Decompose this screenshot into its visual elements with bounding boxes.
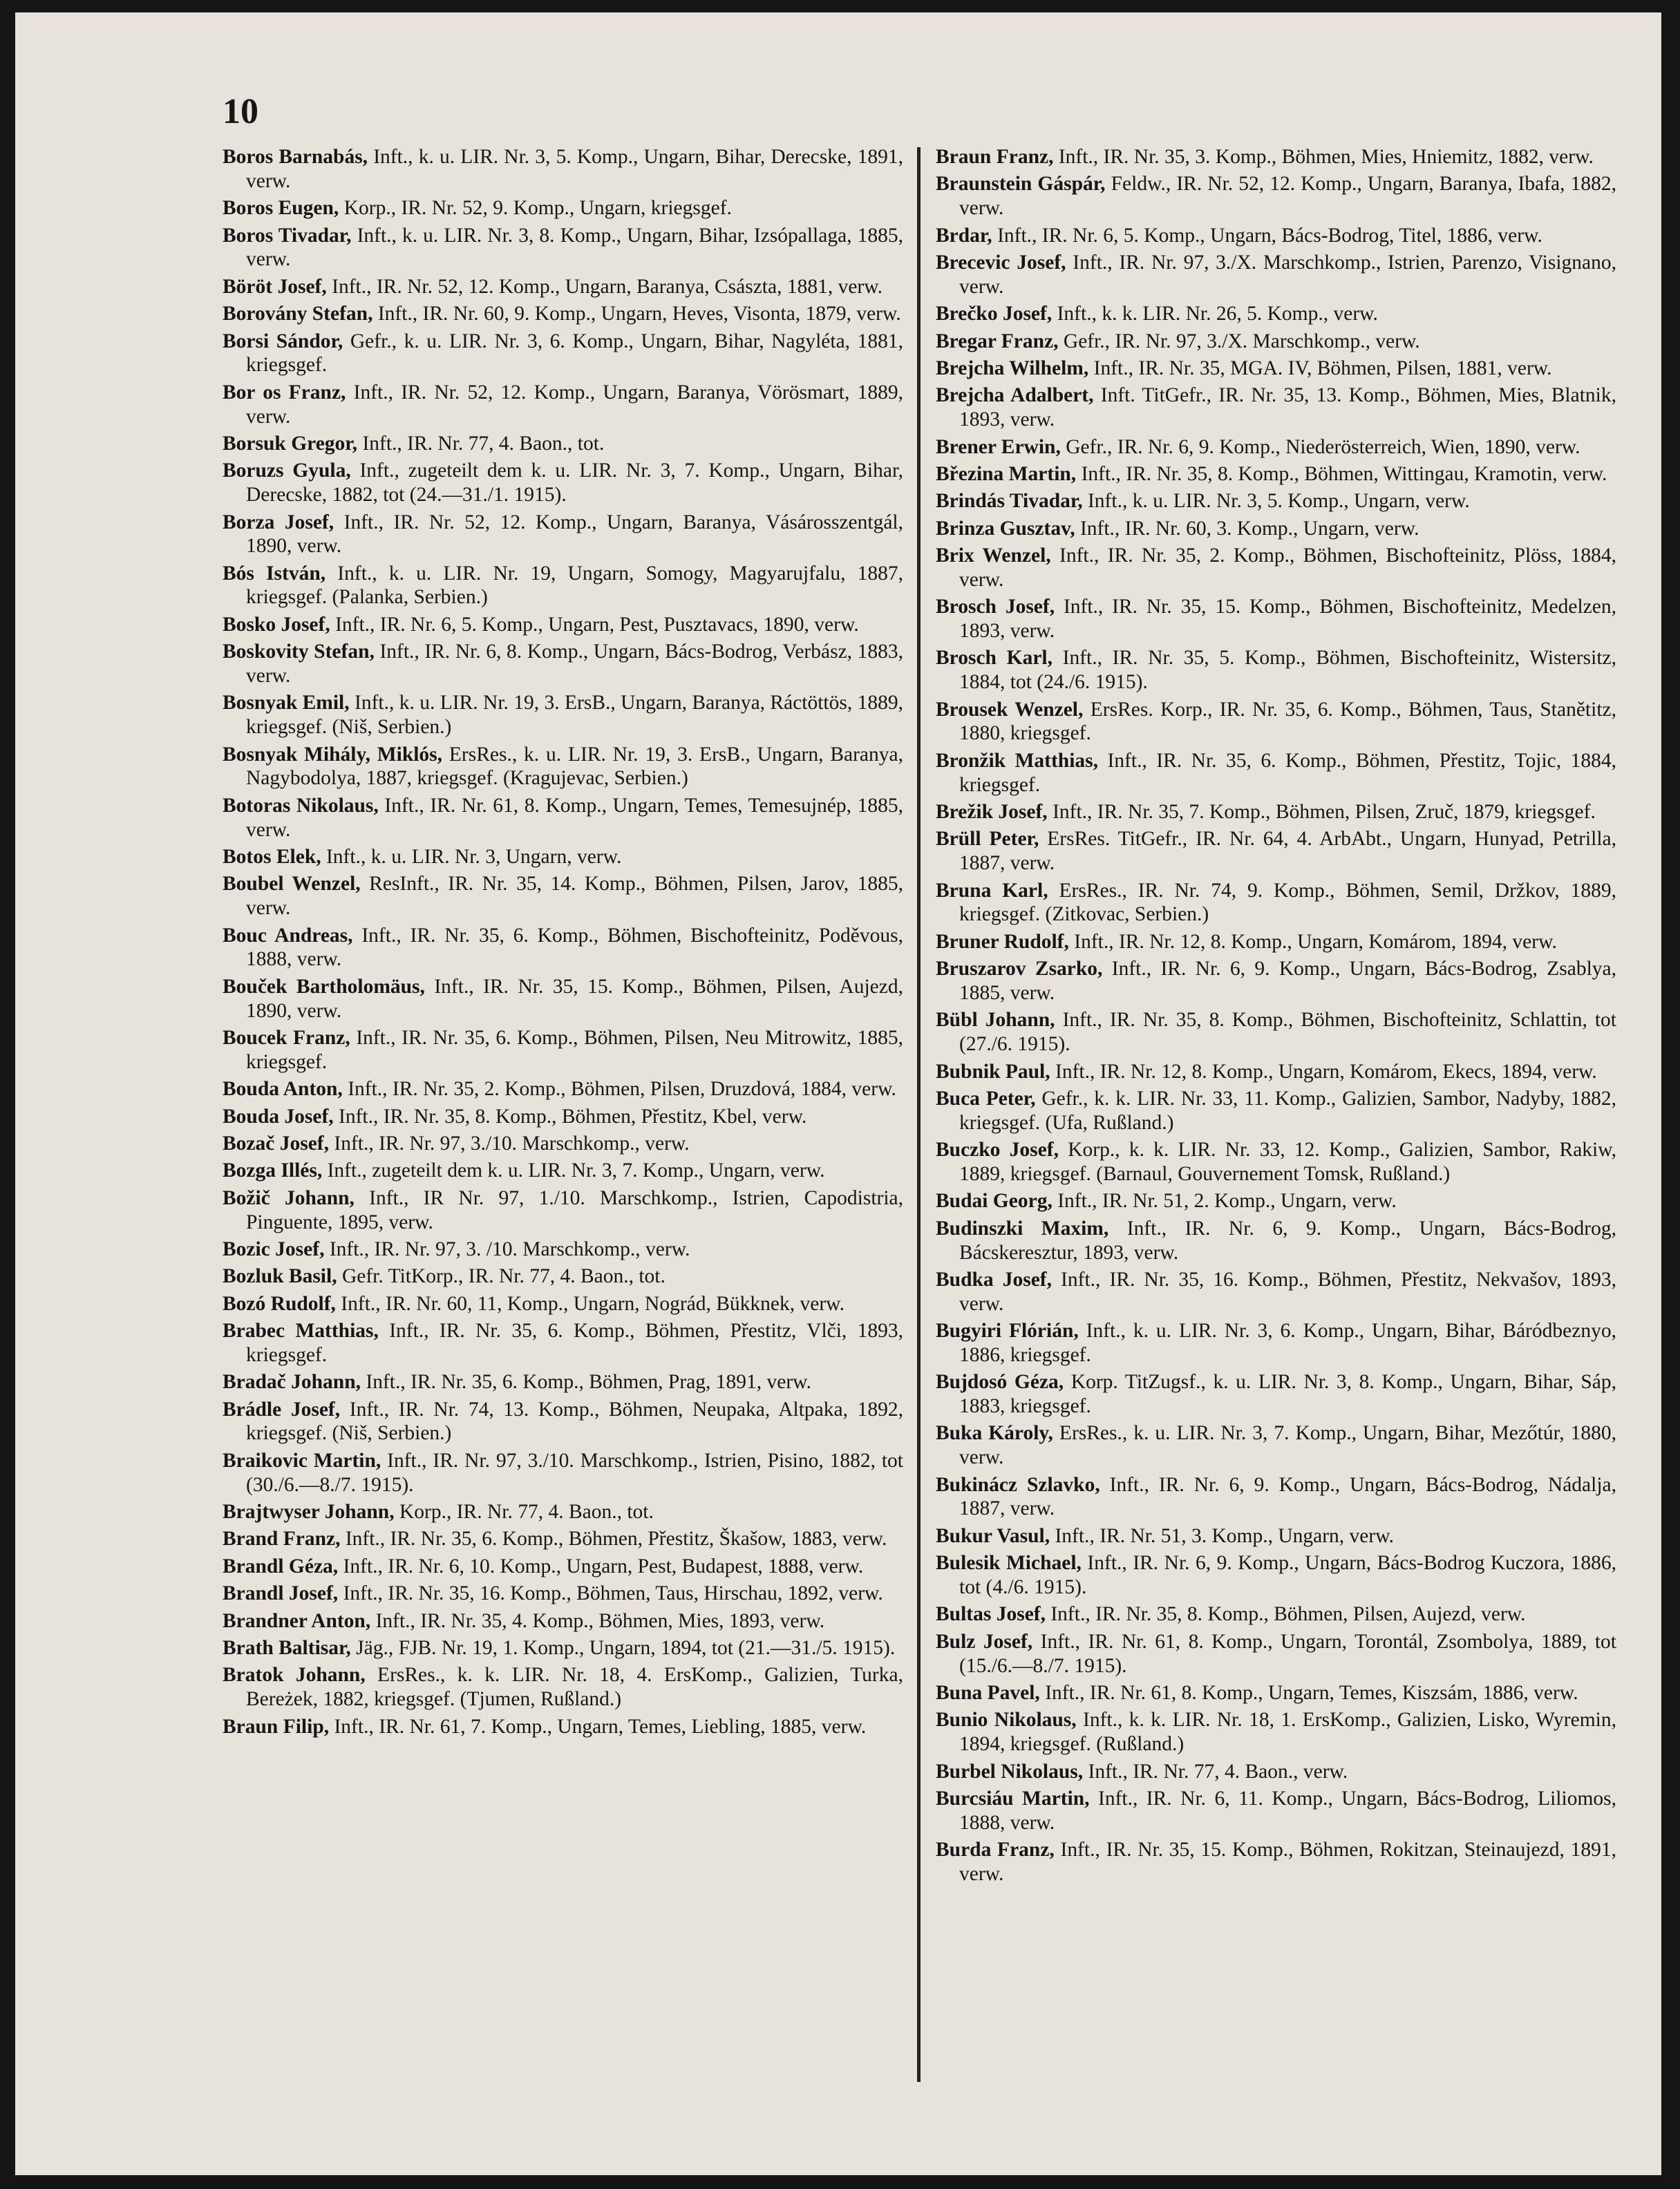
casualty-entry — [936, 145, 1616, 169]
casualty-entry — [936, 1524, 1616, 1548]
entry-name: Brinza Gusztav, — [936, 517, 1075, 540]
entry-name: Brath Baltisar, — [223, 1636, 351, 1659]
entry-details: Inft., k. u. LIR. Nr. 3, 6. Komp., Ungarn, Bihar, Báródbeznyo, 1886, kriegsgef. — [959, 1320, 1616, 1366]
casualty-entry — [223, 975, 903, 1023]
casualty-entry — [223, 1636, 903, 1660]
entry-details: Korp., k. k. LIR. Nr. 33, 12. Komp., Galizien, Sambor, Rakiw, 1889, kriegsgef. (Barnaul, Gouvernement Tomsk, Rußland.) — [959, 1139, 1617, 1185]
casualty-entry — [223, 1582, 903, 1606]
entry-details: Inft., IR. Nr. 35, 16. Komp., Böhmen, Taus, Hirschau, 1892, verw. — [338, 1582, 883, 1605]
entry-name: Bronžik Matthias, — [936, 749, 1099, 772]
casualty-entry — [223, 1159, 903, 1183]
entry-name: Boucek Franz, — [223, 1026, 350, 1049]
entry-details: Inft., IR. Nr. 35, 4. Komp., Böhmen, Mies, 1893, verw. — [370, 1609, 825, 1632]
entry-name: Bratok Johann, — [223, 1664, 366, 1687]
entry-name: Braikovic Martin, — [223, 1449, 381, 1472]
casualty-entry — [223, 640, 903, 688]
entry-name: Buczko Josef, — [936, 1139, 1059, 1162]
casualty-entry — [936, 1473, 1616, 1522]
entry-details: Jäg., FJB. Nr. 19, 1. Komp., Ungarn, 1894, tot (21.—31./5. 1915). — [350, 1636, 896, 1659]
entry-name: Budka Josef, — [936, 1268, 1052, 1291]
entry-details: Inft., IR Nr. 97, 1./10. Marschkomp., Istrien, Capodistria, Pinguente, 1895, verw. — [246, 1186, 904, 1233]
casualty-entry — [223, 1555, 903, 1579]
entry-details: Inft., IR. Nr. 77, 4. Baon., verw. — [1083, 1760, 1348, 1783]
casualty-entry — [223, 1370, 903, 1394]
entry-name: Braunstein Gáspár, — [936, 173, 1106, 196]
document-page — [15, 12, 1661, 2175]
casualty-entry — [223, 872, 903, 920]
entry-name: Brosch Josef, — [936, 596, 1055, 618]
casualty-entry — [936, 383, 1616, 432]
casualty-entry — [936, 879, 1616, 927]
entry-name: Brajtwyser Johann, — [223, 1501, 395, 1524]
casualty-entry — [223, 1292, 903, 1316]
entry-details: Inft., k. u. LIR. Nr. 3, 8. Komp., Ungarn, Bihar, Izsópallaga, 1885, verw. — [246, 224, 903, 271]
casualty-entry — [223, 1105, 903, 1129]
casualty-entry — [936, 435, 1616, 459]
entry-name: Buna Pavel, — [936, 1681, 1040, 1704]
casualty-entry — [223, 845, 903, 869]
entry-details: Inft., IR. Nr. 60, 11, Komp., Ungarn, Nográd, Bükknek, verw. — [335, 1292, 844, 1315]
entry-name: Bouc Andreas, — [223, 924, 353, 947]
casualty-entry — [223, 1026, 903, 1074]
entry-name: Brand Franz, — [223, 1528, 341, 1551]
entry-details: Inft., k. k. LIR. Nr. 26, 5. Komp., verw. — [1052, 303, 1378, 325]
entry-name: Bruna Karl, — [936, 879, 1048, 902]
casualty-entry — [936, 357, 1616, 381]
entry-details: ErsRes., k. k. LIR. Nr. 18, 4. ErsKomp., Galizien, Turka, Bereżek, 1882, kriegsgef. (Tjumen, Rußland.) — [246, 1664, 903, 1711]
entry-details: Inft., IR. Nr. 35, 6. Komp., Böhmen, Přestitz, Tojic, 1884, kriegsgef. — [959, 749, 1616, 796]
entry-name: Bultas Josef, — [936, 1603, 1046, 1626]
casualty-entry — [223, 196, 903, 220]
casualty-entry — [936, 1087, 1616, 1135]
entry-name: Borza Josef, — [223, 511, 334, 533]
entry-name: Bosnyak Mihály, Miklós, — [223, 743, 443, 766]
entry-name: Brosch Karl, — [936, 647, 1053, 670]
page-number: 10 — [223, 92, 258, 131]
casualty-entry — [223, 743, 903, 791]
casualty-entry — [223, 1609, 903, 1633]
entry-name: Brecevic Josef, — [936, 251, 1066, 274]
casualty-entry — [223, 145, 903, 193]
entry-details: Inft., k. u. LIR. Nr. 3, Ungarn, verw. — [321, 846, 622, 869]
entry-name: Brdar, — [936, 224, 992, 247]
entry-details: Inft., IR. Nr. 12, 8. Komp., Ungarn, Komárom, Ekecs, 1894, verw. — [1050, 1060, 1597, 1083]
entry-details: Inft., k. u. LIR. Nr. 3, 5. Komp., Ungarn, verw. — [1082, 490, 1470, 513]
entry-details: Inft., zugeteilt dem k. u. LIR. Nr. 3, 7. Komp., Ungarn, Bihar, Derecske, 1882, tot (24.—31./1. 1915). — [246, 459, 903, 506]
casualty-entry — [936, 462, 1616, 486]
casualty-entry — [223, 1398, 903, 1446]
entry-details: Inft., IR. Nr. 61, 8. Komp., Ungarn, Temes, Kiszsám, 1886, verw. — [1039, 1681, 1578, 1704]
entry-name: Borovány Stefan, — [223, 303, 373, 325]
casualty-entry — [223, 330, 903, 378]
entry-name: Bós István, — [223, 562, 326, 585]
entry-name: Boubel Wenzel, — [223, 873, 361, 896]
entry-details: Inft., IR. Nr. 97, 3. /10. Marschkomp., verw. — [324, 1238, 690, 1260]
entry-name: Bozluk Basil, — [223, 1265, 337, 1288]
casualty-entry — [936, 957, 1616, 1005]
entry-details: Inft., IR. Nr. 61, 8. Komp., Ungarn, Torontál, Zsombolya, 1889, tot (15./6.—8./7. 1915). — [959, 1630, 1616, 1677]
entry-name: Brejcha Adalbert, — [936, 384, 1094, 407]
entry-details: Inft., IR. Nr. 6, 5. Komp., Ungarn, Bács-Bodrog, Titel, 1886, verw. — [992, 224, 1542, 247]
left-column — [223, 145, 903, 1742]
entry-details: Inft., IR. Nr. 6, 8. Komp., Ungarn, Bács-Bodrog, Verbász, 1883, verw. — [246, 641, 904, 688]
entry-name: Bradač Johann, — [223, 1371, 361, 1394]
entry-name: Boros Barnabás, — [223, 146, 368, 168]
entry-details: Inft., IR. Nr. 35, 8. Komp., Böhmen, Bischofteinitz, Schlattin, tot (27./6. 1915). — [959, 1009, 1616, 1056]
entry-details: ErsRes. TitGefr., IR. Nr. 64, 4. ArbAbt., Ungarn, Hunyad, Petrilla, 1887, verw. — [959, 828, 1616, 875]
entry-details: Gefr., k. k. LIR. Nr. 33, 11. Komp., Galizien, Sambor, Nadyby, 1882, kriegsgef. (Ufa, Rußland.) — [959, 1087, 1617, 1134]
entry-name: Bozó Rudolf, — [223, 1292, 336, 1315]
entry-name: Bouda Josef, — [223, 1105, 334, 1128]
entry-details: ErsRes., k. u. LIR. Nr. 19, 3. ErsB., Ungarn, Baranya, Nagybodolya, 1887, kriegsgef. (Kragujevac, Serbien.) — [246, 743, 903, 790]
entry-details: Gefr., IR. Nr. 6, 9. Komp., Niederösterreich, Wien, 1890, verw. — [1060, 435, 1580, 458]
entry-name: Bruszarov Zsarko, — [936, 958, 1103, 980]
casualty-entry — [936, 1630, 1616, 1678]
casualty-entry — [936, 1602, 1616, 1627]
entry-name: Bozač Josef, — [223, 1132, 330, 1155]
entry-details: Inft., IR. Nr. 35, 2. Komp., Böhmen, Bischofteinitz, Plöss, 1884, verw. — [959, 544, 1616, 591]
column-divider — [917, 147, 921, 2082]
entry-details: Inft. TitGefr., IR. Nr. 35, 13. Komp., Böhmen, Mies, Blatnik, 1893, verw. — [959, 384, 1616, 431]
casualty-entry — [936, 172, 1616, 220]
casualty-entry — [936, 646, 1616, 694]
casualty-entry — [936, 1551, 1616, 1600]
casualty-entry — [936, 749, 1616, 797]
entry-name: Bunio Nikolaus, — [936, 1709, 1077, 1732]
casualty-entry — [223, 1132, 903, 1156]
casualty-entry — [223, 432, 903, 456]
entry-details: Gefr., k. u. LIR. Nr. 3, 6. Komp., Ungarn, Bihar, Nagyléta, 1881, kriegsgef. — [246, 330, 903, 377]
entry-details: Inft., IR. Nr. 6, 10. Komp., Ungarn, Pest, Budapest, 1888, verw. — [338, 1555, 864, 1577]
casualty-entry — [223, 1663, 903, 1712]
entry-name: Bregar Franz, — [936, 330, 1059, 352]
entry-details: Gefr. TitKorp., IR. Nr. 77, 4. Baon., tot. — [337, 1265, 666, 1288]
casualty-entry — [936, 1217, 1616, 1265]
entry-name: Brandl Géza, — [223, 1555, 339, 1577]
casualty-entry — [936, 1060, 1616, 1084]
entry-details: Inft., IR. Nr. 6, 5. Komp., Ungarn, Pest, Pusztavacs, 1890, verw. — [330, 613, 859, 636]
casualty-entry — [936, 224, 1616, 248]
entry-name: Brandl Josef, — [223, 1582, 339, 1605]
casualty-entry — [936, 1708, 1616, 1756]
casualty-entry — [223, 562, 903, 610]
entry-details: Inft., zugeteilt dem k. u. LIR. Nr. 3, 7. Komp., Ungarn, verw. — [322, 1159, 825, 1182]
entry-details: Inft., IR. Nr. 61, 7. Komp., Ungarn, Temes, Liebling, 1885, verw. — [329, 1715, 867, 1738]
entry-details: Inft., IR. Nr. 60, 3. Komp., Ungarn, verw. — [1075, 517, 1419, 540]
casualty-entry — [223, 691, 903, 739]
casualty-entry — [936, 544, 1616, 592]
casualty-entry — [936, 251, 1616, 299]
entry-name: Bouda Anton, — [223, 1078, 343, 1101]
entry-details: Inft., IR. Nr. 97, 3./10. Marschkomp., Istrien, Pisino, 1882, tot (30./6.—8./7. 1915). — [246, 1449, 903, 1496]
casualty-entry — [936, 1319, 1616, 1367]
casualty-entry — [936, 1760, 1616, 1784]
entry-details: Inft., IR. Nr. 35, 6. Komp., Böhmen, Prag, 1891, verw. — [361, 1371, 811, 1394]
entry-name: Böröt Josef, — [223, 275, 327, 298]
entry-name: Brüll Peter, — [936, 828, 1039, 851]
entry-details: Inft., IR. Nr. 35, 6. Komp., Böhmen, Přestitz, Škašow, 1883, verw. — [340, 1528, 887, 1551]
entry-details: ErsRes., k. u. LIR. Nr. 3, 7. Komp., Ungarn, Bihar, Mezőtúr, 1880, verw. — [959, 1422, 1616, 1469]
entry-details: Inft., IR. Nr. 35, 15. Komp., Böhmen, Bischofteinitz, Medelzen, 1893, verw. — [959, 596, 1616, 643]
entry-name: Brix Wenzel, — [936, 544, 1051, 567]
entry-name: Brežik Josef, — [936, 801, 1048, 824]
entry-name: Botoras Nikolaus, — [223, 794, 379, 817]
entry-name: Boruzs Gyula, — [223, 459, 351, 482]
entry-details: Inft., IR. Nr. 6, 9. Komp., Ungarn, Bács-Bodrog, Bácskeresztur, 1893, verw. — [959, 1217, 1616, 1264]
entry-name: Botos Elek, — [223, 846, 321, 869]
casualty-entry — [223, 613, 903, 637]
entry-name: Bujdosó Géza, — [936, 1371, 1064, 1394]
casualty-entry — [936, 1189, 1616, 1213]
casualty-entry — [223, 1527, 903, 1551]
casualty-entry — [223, 1319, 903, 1367]
entry-name: Brečko Josef, — [936, 303, 1053, 325]
casualty-entry — [223, 794, 903, 842]
casualty-entry — [936, 1838, 1616, 1886]
casualty-entry — [223, 924, 903, 972]
casualty-entry — [936, 1681, 1616, 1705]
entry-name: Brejcha Wilhelm, — [936, 357, 1089, 379]
entry-name: Budai Georg, — [936, 1190, 1053, 1213]
casualty-entry — [223, 511, 903, 559]
entry-name: Bugyiri Flórián, — [936, 1320, 1079, 1343]
casualty-entry — [223, 1715, 903, 1739]
entry-details: Inft., IR. Nr. 35, 8. Komp., Böhmen, Wittingau, Kramotin, verw. — [1076, 462, 1607, 485]
casualty-entry — [936, 517, 1616, 541]
casualty-entry — [223, 1077, 903, 1101]
entry-details: Inft., IR. Nr. 60, 9. Komp., Ungarn, Heves, Visonta, 1879, verw. — [372, 303, 901, 325]
entry-name: Bouček Bartholomäus, — [223, 975, 425, 998]
entry-details: ErsRes. Korp., IR. Nr. 35, 6. Komp., Böhmen, Taus, Stanětitz, 1880, kriegsgef. — [959, 698, 1616, 745]
casualty-entry — [936, 330, 1616, 354]
entry-name: Boros Eugen, — [223, 197, 339, 220]
entry-name: Burcsiáu Martin, — [936, 1787, 1090, 1810]
casualty-entry — [936, 827, 1616, 875]
casualty-entry — [936, 1008, 1616, 1056]
entry-name: Bulesik Michael, — [936, 1552, 1082, 1575]
casualty-entry — [223, 381, 903, 429]
entry-name: Borsi Sándor, — [223, 330, 343, 352]
casualty-entry — [936, 930, 1616, 954]
entry-details: Inft., k. u. LIR. Nr. 19, Ungarn, Somogy, Magyarujfalu, 1887, kriegsgef. (Palanka, Serbien.) — [246, 562, 903, 609]
casualty-entry — [223, 1500, 903, 1524]
entry-name: Bozga Illés, — [223, 1159, 323, 1182]
entry-details: Inft., IR. Nr. 35, 15. Komp., Böhmen, Rokitzan, Steinaujezd, 1891, verw. — [959, 1839, 1617, 1885]
right-column — [936, 145, 1616, 1889]
entry-name: Brádle Josef, — [223, 1398, 341, 1421]
entry-name: Bukur Vasul, — [936, 1524, 1050, 1547]
entry-details: ResInft., IR. Nr. 35, 14. Komp., Böhmen, Pilsen, Jarov, 1885, verw. — [246, 873, 903, 920]
entry-name: Bubnik Paul, — [936, 1060, 1050, 1083]
entry-details: Inft., IR. Nr. 51, 3. Komp., Ungarn, verw. — [1050, 1524, 1394, 1547]
entry-name: Boros Tivadar, — [223, 224, 352, 247]
entry-name: Bulz Josef, — [936, 1630, 1033, 1653]
entry-details: Inft., IR. Nr. 35, 6. Komp., Böhmen, Přestitz, Vlči, 1893, kriegsgef. — [246, 1320, 904, 1366]
entry-name: Borsuk Gregor, — [223, 432, 358, 455]
entry-name: Bukinácz Szlavko, — [936, 1473, 1100, 1496]
casualty-entry — [936, 1138, 1616, 1186]
casualty-entry — [936, 1370, 1616, 1419]
casualty-entry — [223, 1264, 903, 1289]
casualty-entry — [223, 302, 903, 326]
entry-name: Brener Erwin, — [936, 435, 1061, 458]
entry-name: Bruner Rudolf, — [936, 930, 1069, 953]
entry-details: Inft., IR. Nr. 6, 9. Komp., Ungarn, Bács-Bodrog, Nádalja, 1887, verw. — [959, 1473, 1616, 1520]
entry-details: Gefr., IR. Nr. 97, 3./X. Marschkomp., verw. — [1058, 330, 1420, 352]
entry-details: Inft., IR. Nr. 35, 16. Komp., Böhmen, Přestitz, Nekvašov, 1893, verw. — [959, 1268, 1616, 1315]
casualty-entry — [936, 595, 1616, 643]
entry-details: Inft., IR. Nr. 61, 8. Komp., Ungarn, Temes, Temesujnép, 1885, verw. — [246, 794, 903, 841]
entry-details: Inft., k. u. LIR. Nr. 19, 3. ErsB., Ungarn, Baranya, Ráctöttös, 1889, kriegsgef. (Niš, Serbien.) — [246, 692, 903, 739]
entry-details: Inft., IR. Nr. 35, MGA. IV, Böhmen, Pilsen, 1881, verw. — [1088, 357, 1552, 379]
entry-name: Božič Johann, — [223, 1186, 355, 1209]
entry-name: Burda Franz, — [936, 1839, 1055, 1861]
entry-details: Inft., IR. Nr. 52, 12. Komp., Ungarn, Baranya, Császta, 1881, verw. — [326, 275, 883, 298]
entry-details: Inft., k. k. LIR. Nr. 18, 1. ErsKomp., Galizien, Lisko, Wyremin, 1894, kriegsgef. (Rußland.) — [959, 1709, 1616, 1756]
entry-name: Brabec Matthias, — [223, 1320, 379, 1343]
entry-name: Brandner Anton, — [223, 1609, 371, 1632]
entry-details: Inft., IR. Nr. 52, 12. Komp., Ungarn, Baranya, Vásárosszentgál, 1890, verw. — [246, 511, 903, 558]
entry-name: Buca Peter, — [936, 1087, 1036, 1110]
entry-name: Budinszki Maxim, — [936, 1217, 1109, 1240]
entry-details: Inft., IR. Nr. 52, 12. Komp., Ungarn, Baranya, Vörösmart, 1889, verw. — [246, 381, 903, 428]
entry-name: Bosnyak Emil, — [223, 692, 350, 714]
casualty-entry — [936, 302, 1616, 326]
entry-details: Inft., IR. Nr. 35, 8. Komp., Böhmen, Přestitz, Kbel, verw. — [333, 1105, 807, 1128]
entry-details: Feldw., IR. Nr. 52, 12. Komp., Ungarn, Baranya, Ibafa, 1882, verw. — [959, 173, 1616, 220]
casualty-entry — [223, 1238, 903, 1262]
casualty-entry — [223, 1449, 903, 1497]
entry-name: Bosko Josef, — [223, 613, 330, 636]
entry-details: Korp., IR. Nr. 77, 4. Baon., tot. — [394, 1501, 654, 1524]
casualty-entry — [936, 1421, 1616, 1470]
casualty-entry — [223, 224, 903, 272]
entry-details: Inft., k. u. LIR. Nr. 3, 5. Komp., Ungarn, Bihar, Derecske, 1891, verw. — [246, 146, 903, 192]
entry-details: Inft., IR. Nr. 35, 7. Komp., Böhmen, Pilsen, Zruč, 1879, kriegsgef. — [1047, 801, 1596, 824]
entry-details: Inft., IR. Nr. 74, 13. Komp., Böhmen, Neupaka, Altpaka, 1892, kriegsgef. (Niš, Serbien.) — [246, 1398, 903, 1445]
casualty-entry — [936, 698, 1616, 746]
casualty-entry — [223, 459, 903, 507]
entry-name: Bozic Josef, — [223, 1238, 325, 1260]
entry-details: Inft., IR. Nr. 51, 2. Komp., Ungarn, verw. — [1052, 1190, 1397, 1213]
entry-details: Korp. TitZugsf., k. u. LIR. Nr. 3, 8. Komp., Ungarn, Bihar, Sáp, 1883, kriegsgef. — [959, 1371, 1616, 1418]
casualty-entry — [936, 1787, 1616, 1835]
entry-details: Inft., IR. Nr. 35, 8. Komp., Böhmen, Pilsen, Aujezd, verw. — [1045, 1603, 1526, 1626]
entry-details: Inft., IR. Nr. 6, 9. Komp., Ungarn, Bács-Bodrog Kuczora, 1886, tot (4./6. 1915). — [959, 1552, 1616, 1599]
entry-name: Březina Martin, — [936, 462, 1077, 485]
entry-details: Inft., IR. Nr. 35, 15. Komp., Böhmen, Pilsen, Aujezd, 1890, verw. — [246, 975, 903, 1022]
entry-details: Inft., IR. Nr. 6, 11. Komp., Ungarn, Bács-Bodrog, Liliomos, 1888, verw. — [959, 1787, 1617, 1834]
casualty-entry — [223, 275, 903, 299]
entry-details: Inft., IR. Nr. 35, 6. Komp., Böhmen, Pilsen, Neu Mitrowitz, 1885, kriegsgef. — [246, 1026, 903, 1073]
entry-details: Inft., IR. Nr. 12, 8. Komp., Ungarn, Komárom, 1894, verw. — [1068, 930, 1557, 953]
entry-details: ErsRes., IR. Nr. 74, 9. Komp., Böhmen, Semil, Držkov, 1889, kriegsgef. (Zitkovac, Serbien.) — [959, 879, 1616, 926]
casualty-entry — [223, 1186, 903, 1235]
casualty-entry — [936, 489, 1616, 513]
entry-details: Inft., IR. Nr. 35, 3. Komp., Böhmen, Mies, Hniemitz, 1882, verw. — [1053, 146, 1594, 168]
entry-details: Inft., IR. Nr. 97, 3./10. Marschkomp., verw. — [329, 1132, 690, 1155]
entry-name: Braun Filip, — [223, 1715, 330, 1738]
entry-name: Buka Károly, — [936, 1422, 1053, 1445]
entry-name: Bor os Franz, — [223, 381, 346, 404]
entry-details: Inft., IR. Nr. 97, 3./X. Marschkomp., Istrien, Parenzo, Visignano, verw. — [959, 251, 1616, 298]
entry-details: Inft., IR. Nr. 6, 9. Komp., Ungarn, Bács-Bodrog, Zsablya, 1885, verw. — [959, 958, 1616, 1004]
entry-details: Korp., IR. Nr. 52, 9. Komp., Ungarn, kriegsgef. — [339, 197, 732, 220]
entry-name: Burbel Nikolaus, — [936, 1760, 1084, 1783]
entry-details: Inft., IR. Nr. 35, 6. Komp., Böhmen, Bischofteinitz, Poděvous, 1888, verw. — [246, 924, 903, 971]
entry-details: Inft., IR. Nr. 77, 4. Baon., tot. — [357, 432, 605, 455]
entry-name: Bübl Johann, — [936, 1009, 1055, 1032]
entry-name: Boskovity Stefan, — [223, 641, 375, 663]
entry-details: Inft., IR. Nr. 35, 5. Komp., Böhmen, Bischofteinitz, Wistersitz, 1884, tot (24./6. 1915). — [959, 647, 1617, 694]
entry-name: Braun Franz, — [936, 146, 1054, 168]
entry-name: Brousek Wenzel, — [936, 698, 1084, 721]
casualty-entry — [936, 1268, 1616, 1316]
casualty-entry — [936, 800, 1616, 824]
entry-name: Brindás Tivadar, — [936, 490, 1083, 513]
entry-details: Inft., IR. Nr. 35, 2. Komp., Böhmen, Pilsen, Druzdová, 1884, verw. — [342, 1078, 896, 1101]
